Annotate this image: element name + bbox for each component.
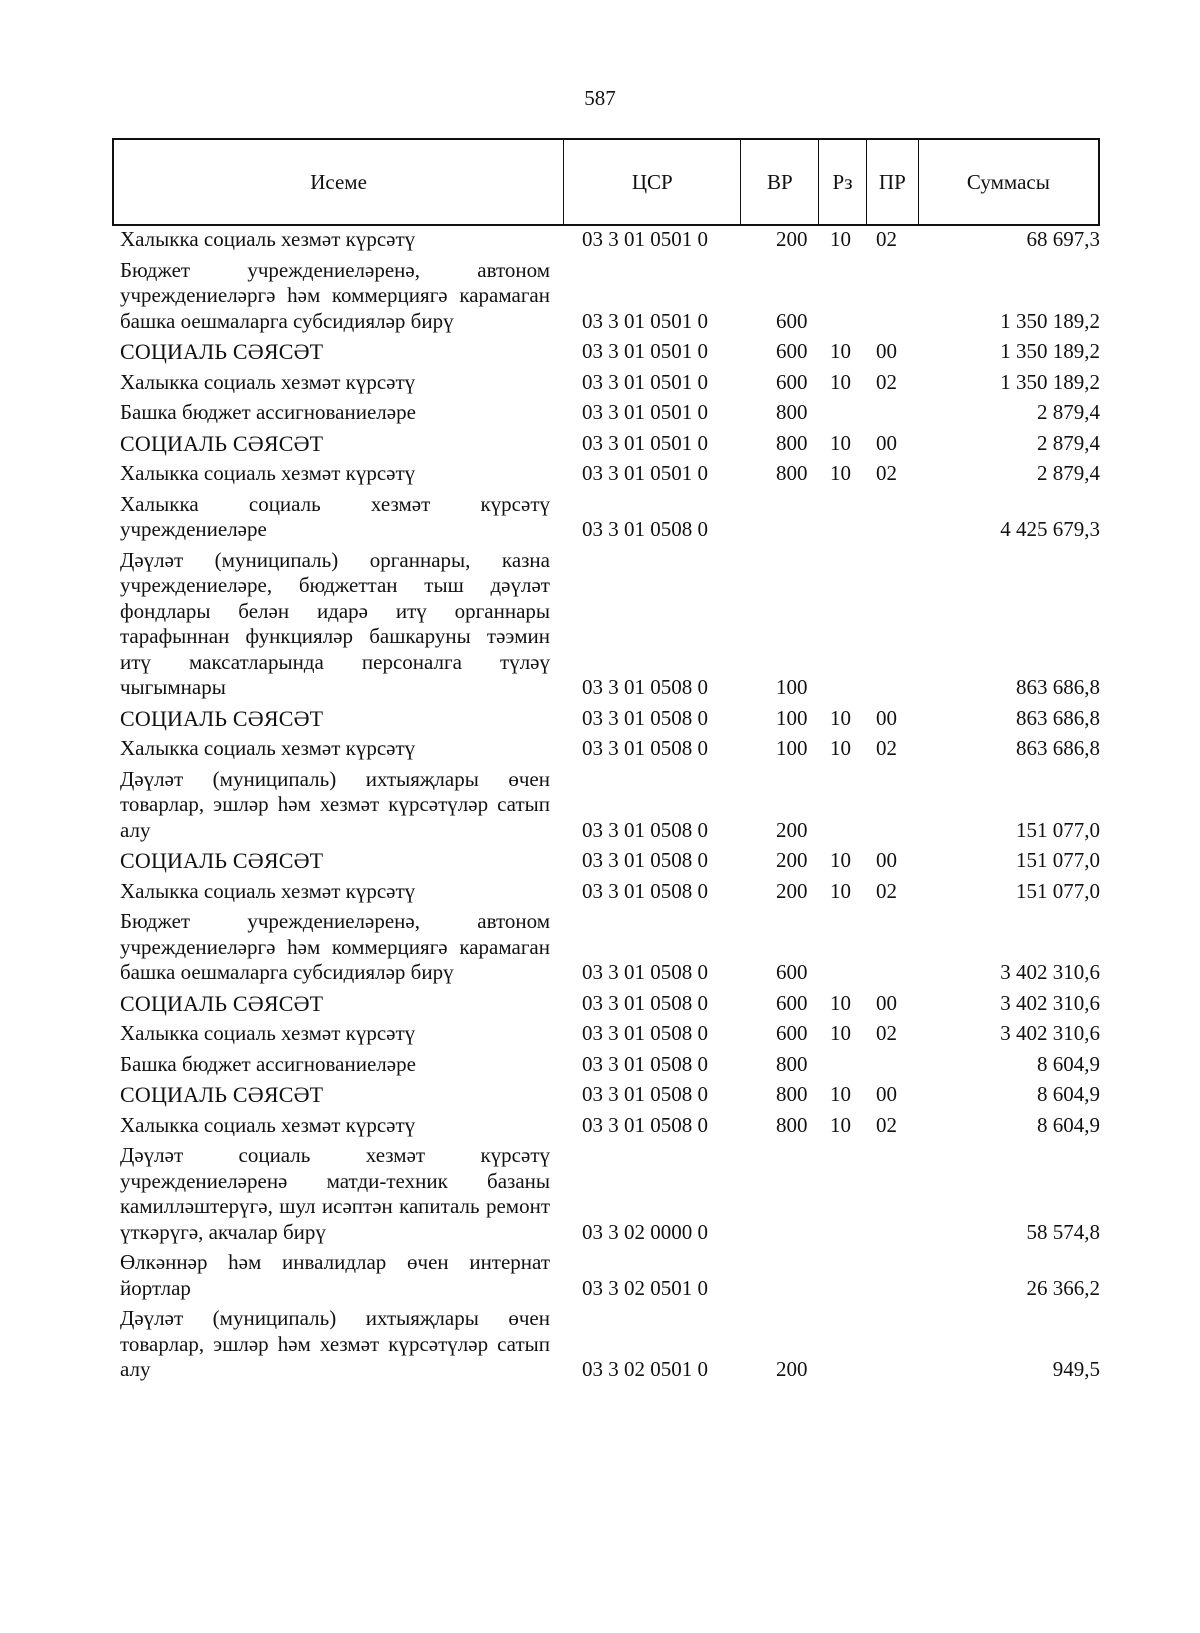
row-vr: 100 — [776, 675, 808, 699]
row-rz: 10 — [830, 1082, 851, 1106]
row-csr: 03 3 01 0501 0 — [582, 461, 708, 485]
table-row — [120, 991, 1100, 1017]
row-csr: 03 3 01 0501 0 — [582, 369, 708, 394]
row-vr: 800 — [776, 461, 808, 485]
row-vr: 800 — [776, 1082, 808, 1106]
row-pr: 00 — [876, 990, 897, 1015]
row-name: Халыкка социаль хезмәт күрсәтү — [120, 227, 416, 251]
row-vr: 600 — [776, 1021, 808, 1045]
row-vr: 200 — [776, 817, 808, 842]
row-name: Дәүләт социаль хезмәт күрсәтү учреждениеләренә матди-техник базаны камилләштерүгә, шул исәптән капиталь ремонт үткәрүгә, акчалар бирү — [120, 1143, 550, 1244]
row-vr: 200 — [776, 227, 808, 251]
row-vr: 600 — [776, 369, 808, 394]
row-sum: 26 366,2 — [1026, 1275, 1100, 1300]
row-sum: 151 077,0 — [1016, 878, 1100, 903]
row-rz: 10 — [830, 848, 851, 872]
table-row — [120, 227, 1100, 253]
row-csr: 03 3 02 0501 0 — [582, 1357, 708, 1381]
row-name: Халыкка социаль хезмәт күрсәтү — [120, 878, 416, 903]
table-row — [120, 258, 1100, 335]
row-sum: 863 686,8 — [1016, 705, 1100, 730]
header-vr: ВР — [741, 140, 819, 224]
row-vr: 600 — [776, 339, 808, 363]
row-rz: 10 — [830, 878, 851, 903]
table-row — [120, 1143, 1100, 1245]
row-name: Башка бюджет ассигнованиеләре — [120, 1051, 416, 1076]
row-vr: 800 — [776, 430, 808, 455]
table-row — [120, 431, 1100, 457]
row-csr: 03 3 01 0508 0 — [582, 1082, 708, 1106]
table-row — [120, 339, 1100, 365]
row-csr: 03 3 01 0508 0 — [582, 705, 708, 730]
row-pr: 00 — [876, 705, 897, 730]
row-name: СОЦИАЛЬ СӘЯСӘТ — [120, 1082, 324, 1107]
header-name: Исеме — [114, 140, 564, 224]
row-rz: 10 — [830, 705, 851, 730]
row-name: Халыкка социаль хезмәт күрсәтү — [120, 369, 416, 394]
table-row — [120, 1082, 1100, 1108]
row-name: СОЦИАЛЬ СӘЯСӘТ — [120, 339, 324, 364]
row-sum: 2 879,4 — [1037, 400, 1100, 424]
table-row — [120, 706, 1100, 732]
table-row — [120, 1021, 1100, 1047]
table-body — [120, 227, 1100, 1388]
row-csr: 03 3 01 0501 0 — [582, 400, 708, 424]
row-rz: 10 — [830, 461, 851, 485]
header-rz: Рз — [819, 140, 867, 224]
table-row — [120, 492, 1100, 543]
row-sum: 863 686,8 — [1016, 675, 1100, 699]
row-vr: 800 — [776, 400, 808, 424]
header-pr: ПР — [867, 140, 919, 224]
row-csr: 03 3 02 0000 0 — [582, 1219, 708, 1244]
row-sum: 3 402 310,6 — [1000, 1021, 1100, 1045]
row-rz: 10 — [830, 430, 851, 455]
header-sum: Суммасы — [966, 169, 1050, 194]
row-name: Бюджет учреждениеләренә, автоном учреждениеләргә һәм коммерциягә карамаган башка оешмаларга субсидияләр бирү — [120, 257, 550, 333]
row-csr: 03 3 01 0508 0 — [582, 1051, 708, 1076]
table-row — [120, 461, 1100, 487]
row-csr: 03 3 01 0508 0 — [582, 960, 708, 984]
row-name: Халыкка социаль хезмәт күрсәтү — [120, 736, 416, 760]
table-row — [120, 879, 1100, 905]
row-sum: 8 604,9 — [1037, 1112, 1100, 1137]
row-sum: 1 350 189,2 — [1000, 339, 1100, 363]
row-csr: 03 3 01 0508 0 — [582, 1021, 708, 1045]
table-row — [120, 909, 1100, 986]
row-pr: 02 — [876, 736, 897, 760]
table-row — [120, 1113, 1100, 1139]
row-pr: 00 — [876, 339, 897, 363]
row-csr: 03 3 01 0501 0 — [582, 339, 708, 363]
row-name: Башка бюджет ассигнованиеләре — [120, 400, 416, 424]
row-pr: 02 — [876, 1021, 897, 1045]
row-name: СОЦИАЛЬ СӘЯСӘТ — [120, 990, 324, 1016]
row-pr: 00 — [876, 430, 897, 455]
row-vr: 600 — [776, 990, 808, 1015]
table-row — [120, 1052, 1100, 1078]
row-name: Өлкәннәр һәм инвалидлар өчен интернат йортлар — [120, 1250, 550, 1300]
row-name: Дәүләт (муниципаль) ихтыяҗлары өчен товарлар, эшләр һәм хезмәт күрсәтүләр сатып алу — [120, 766, 550, 842]
row-name: Халыкка социаль хезмәт күрсәтү учреждениеләре — [120, 491, 550, 541]
table-row — [120, 767, 1100, 844]
row-name: Бюджет учреждениеләренә, автоном учреждениеләргә һәм коммерциягә карамаган башка оешмаларга субсидияләр бирү — [120, 909, 550, 984]
table-row — [120, 370, 1100, 396]
row-pr: 02 — [876, 878, 897, 903]
row-pr: 02 — [876, 461, 897, 485]
row-name: Дәүләт (муниципаль) органнары, казна учреждениеләре, бюджеттан тыш дәүләт фондлары белән идарә итү органнары тарафыннан функцияләр башкаруны тәэмин итү максатларында персоналга түләү чыгымнары — [120, 547, 550, 699]
row-csr: 03 3 01 0501 0 — [582, 308, 708, 333]
row-csr: 03 3 02 0501 0 — [582, 1275, 708, 1300]
row-vr: 100 — [776, 736, 808, 760]
row-name: Дәүләт (муниципаль) ихтыяҗлары өчен товарлар, эшләр һәм хезмәт күрсәтүләр сатып алу — [120, 1306, 550, 1381]
row-sum: 68 697,3 — [1026, 227, 1100, 251]
row-vr: 800 — [776, 1051, 808, 1076]
row-sum: 8 604,9 — [1037, 1051, 1100, 1076]
table-row — [120, 400, 1100, 426]
row-rz: 10 — [830, 736, 851, 760]
table-row — [120, 1306, 1100, 1383]
row-sum: 151 077,0 — [1016, 817, 1100, 842]
row-rz: 10 — [830, 1021, 851, 1045]
row-vr: 800 — [776, 1112, 808, 1137]
row-rz: 10 — [830, 339, 851, 363]
table-row — [120, 736, 1100, 762]
row-rz: 10 — [830, 227, 851, 251]
table-row — [120, 848, 1100, 874]
row-pr: 00 — [876, 1082, 897, 1106]
table-header — [112, 138, 1100, 226]
table-row — [120, 548, 1100, 701]
row-sum: 4 425 679,3 — [1000, 517, 1100, 541]
row-pr: 02 — [876, 227, 897, 251]
row-sum: 2 879,4 — [1037, 430, 1100, 455]
row-sum: 58 574,8 — [1026, 1219, 1100, 1244]
row-pr: 02 — [876, 1112, 897, 1137]
row-csr: 03 3 01 0508 0 — [582, 817, 708, 842]
row-sum: 151 077,0 — [1016, 848, 1100, 872]
row-vr: 200 — [776, 848, 808, 872]
row-rz: 10 — [830, 369, 851, 394]
row-csr: 03 3 01 0508 0 — [582, 517, 708, 541]
row-pr: 00 — [876, 848, 897, 872]
row-sum: 1 350 189,2 — [1000, 308, 1100, 333]
row-name: Халыкка социаль хезмәт күрсәтү — [120, 1112, 416, 1137]
row-csr: 03 3 01 0501 0 — [582, 430, 708, 455]
row-csr: 03 3 01 0508 0 — [582, 1112, 708, 1137]
row-vr: 600 — [776, 960, 808, 984]
page-number: 587 — [584, 86, 616, 110]
row-sum: 863 686,8 — [1016, 736, 1100, 760]
row-csr: 03 3 01 0508 0 — [582, 848, 708, 872]
row-sum: 8 604,9 — [1037, 1082, 1100, 1106]
row-sum: 2 879,4 — [1037, 461, 1100, 485]
row-name: СОЦИАЛЬ СӘЯСӘТ — [120, 705, 324, 731]
row-pr: 02 — [876, 369, 897, 394]
row-vr: 200 — [776, 878, 808, 903]
row-name: СОЦИАЛЬ СӘЯСӘТ — [120, 848, 324, 873]
row-csr: 03 3 01 0508 0 — [582, 736, 708, 760]
row-csr: 03 3 01 0508 0 — [582, 675, 708, 699]
table-row — [120, 1250, 1100, 1301]
row-name: СОЦИАЛЬ СӘЯСӘТ — [120, 430, 324, 456]
row-rz: 10 — [830, 1112, 851, 1137]
row-name: Халыкка социаль хезмәт күрсәтү — [120, 1021, 416, 1045]
row-sum: 949,5 — [1052, 1357, 1100, 1381]
row-csr: 03 3 01 0508 0 — [582, 878, 708, 903]
row-sum: 3 402 310,6 — [1000, 990, 1100, 1015]
row-csr: 03 3 01 0508 0 — [582, 990, 708, 1015]
row-vr: 100 — [776, 705, 808, 730]
header-csr: ЦСР — [564, 140, 741, 224]
row-vr: 200 — [776, 1357, 808, 1381]
row-sum: 1 350 189,2 — [1000, 369, 1100, 394]
row-sum: 3 402 310,6 — [1000, 960, 1100, 984]
row-vr: 600 — [776, 308, 808, 333]
row-name: Халыкка социаль хезмәт күрсәтү — [120, 461, 416, 485]
row-rz: 10 — [830, 990, 851, 1015]
row-csr: 03 3 01 0501 0 — [582, 227, 708, 251]
